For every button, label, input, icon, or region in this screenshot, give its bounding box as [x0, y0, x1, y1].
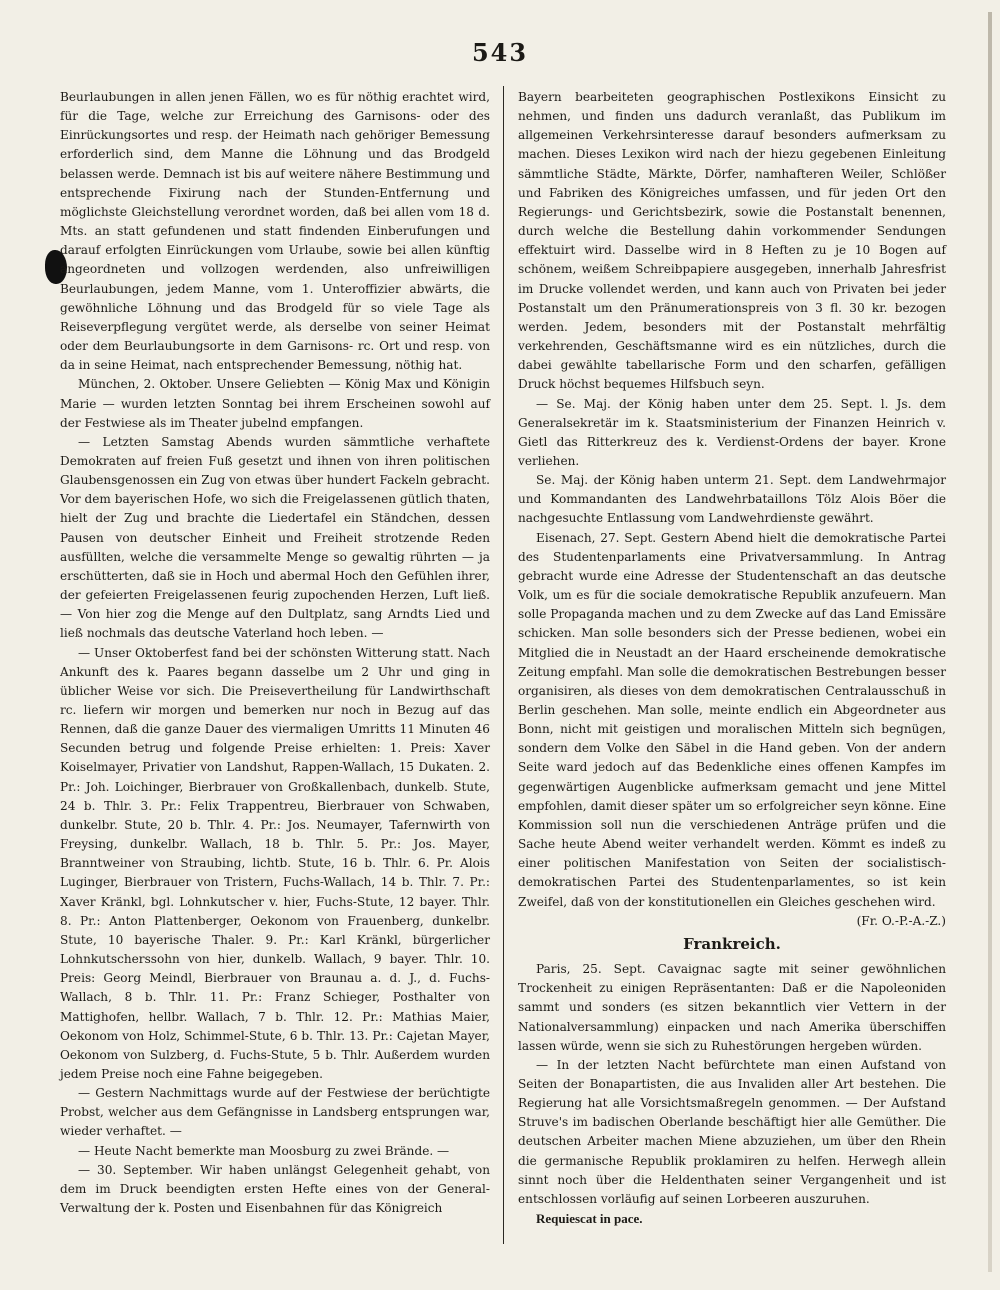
article-paragraph: — In der letzten Nacht befürchtete man einen Aufstand von Seiten der Bonapartisten, die aus Invaliden aller Art bestehen. Die Regierung hat alle Vorsichtsmaßregeln genommen. — Der Aufstand Struve's im badischen Oberlande beschäftigt hier alle Gemüther. Die deutschen Arbeiter machen Miene abzuziehen, um über den Rhein die germanische Republik proklamiren zu helfen. Herwegh allein sinnt noch über die Heldenthaten seiner Vergangenheit und ist entschlossen vorläufig auf seinen Lorbeeren auszuruhen. [518, 1057, 946, 1206]
article-paragraph: Paris, 25. Sept. Cavaignac sagte mit seiner gewöhnlichen Trockenheit zu einigen Repräsentanten: Daß er die Napoleoniden sammt und sonders (es sitzen bekanntlich vier Vettern in der Nationalversammlung) einpacken und nach Amerika überschiffen lassen würde, wenn sie sich zu Ruhestörungen hergeben würden. [518, 962, 946, 1053]
article-paragraph: Eisenach, 27. Sept. Gestern Abend hielt die demokratische Partei des Studentenparlaments eine Privatversammlung. In Antrag gebracht wurde eine Adresse der Studentenschaft an das deutsche Volk, um es für die sociale demokratische Republik anzufeuern. Man solle Propaganda machen und zu dem Zwecke auf das Land Emissäre schicken. Man solle besonders sich der Presse bedienen, wobei ein Mitglied die in Neustadt an der Haard erscheinende demokratische Zeitung empfahl. Man solle die demokratischen Bestrebungen besser organisiren, als dieses von dem demokratischen Centralausschuß in Berlin geschehen. Man solle, meinte endlich ein Abgeordneter aus Bonn, nicht mit geistigen und moralischen Mitteln sich begnügen, sondern dem Volke den Säbel in die Hand geben. Von der andern Seite ward jedoch auf das Bedenkliche eines offenen Kampfes im gegenwärtigen Augenblicke aufmerksam gemacht und jene Mittel empfohlen, damit dieser später um so erfolgreicher seyn könne. Eine Kommission soll nun die verschiedenen Anträge prüfen und die Sache heute Abend weiter verhandelt werden. Kömmt es indeß zu einer politischen Manifestation von Seiten der socialistisch-demokratischen Partei des Studentenparlamentes, so ist kein Zweifel, daß von der konstitutionellen ein Gleiches geschehen wird. [518, 530, 946, 909]
page-edge-shadow [988, 12, 992, 1272]
section-heading-frankreich: Frankreich. [683, 934, 781, 953]
article-paragraph: — Se. Maj. der König haben unter dem 25. Sept. l. Js. dem Generalsekretär im k. Staatsministerium der Finanzen Heinrich v. Gietl das Ritterkreuz des k. Verdienst-Ordens der bayer. Krone verliehen. [518, 396, 946, 468]
page-number: 543 [471, 38, 529, 67]
article-paragraph: — Letzten Samstag Abends wurden sämmtliche verhaftete Demokraten auf freien Fuß gesetzt und ihnen von ihren politischen Glaubensgenossen ein Zug von etwas über hundert Fackeln gebracht. Vor dem bayerischen Hofe, wo sich die Freigelassenen gütlich thaten, hielt der Zug und brachte die Liedertafel ein Ständchen, dessen Pausen von deutscher Einheit und Freiheit strotzende Reden ausfüllten, welche die versammelte Menge so gewaltig rührten — ja erschütterten, daß sie in Hoch und abermal Hoch den Gefühlen ihrer, der gefeierten Freigelassenen feurig zupochenden Herzen, Luft ließ. — Von hier zog die Menge auf den Dultplatz, sang Arndts Lied und ließ nochmals das deutsche Vaterland hoch leben. — [60, 434, 490, 641]
right-column-articles [518, 88, 946, 931]
right-column [518, 88, 946, 1228]
article-paragraph: Beurlaubungen in allen jenen Fällen, wo es für nöthig erachtet wird, für die Tage, welche zur Erreichung des Garnisons- oder des Einrückungsortes und resp. der Heimath nach gehöriger Bemessung erforderlich sind, dem Manne die Löhnung und das Brodgeld belassen werde. Demnach ist bis auf weitere nähere Bestimmung und entsprechende Fixirung nach der Stunden-Entfernung und möglichste Gleichstellung verordnet worden, daß bei allen vom 18 d. Mts. an statt gefundenen und statt findenden Einberufungen und darauf erfolgten Einrückungen vom Urlaube, sowie bei allen künftig angeordneten und vollzogen werdenden, also unfreiwilligen Beurlaubungen, jedem Manne, vom 1. Unteroffizier abwärts, die gewöhnliche Löhnung und das Brodgeld für so viele Tage als Reiseverpflegung vergütet werde, als derselbe von seiner Heimat oder dem Beurlaubungsorte in dem Garnisons- rc. Ort und resp. von da in seine Heimat, nach entsprechender Bemessung, nöthig hat. [60, 90, 490, 373]
article-paragraph: München, 2. Oktober. Unsere Geliebten — König Max und Königin Marie — wurden letzten Sonntag bei ihrem Erscheinen sowohl auf der Festwiese als im Theater jubelnd empfangen. [60, 377, 490, 430]
article-paragraph: — 30. September. Wir haben unlängst Gelegenheit gehabt, von dem im Druck beendigten ersten Hefte eines von der General-Verwaltung der k. Posten und Eisenbahnen für das Königreich [60, 1162, 490, 1216]
article-paragraph: (Fr. O.-P.-A.-Z.) [856, 913, 946, 928]
article-paragraph: — Unser Oktoberfest fand bei der schönsten Witterung statt. Nach Ankunft des k. Paares begann dasselbe um 2 Uhr und ging in üblicher Weise vor sich. Die Preisevertheilung für Landwirthschaft rc. liefern wir morgen und bemerken nur noch in Bezug auf das Rennen, daß die ganze Dauer des viermaligen Umritts 11 Minuten 46 Secunden betrug und folgende Preise erhielten: 1. Preis: Xaver Koiselmayer, Privatier von Landshut, Rappen-Wallach, 15 Dukaten. 2. Pr.: Joh. Loichinger, Bierbrauer von Großkallenbach, dunkelb. Stute, 24 b. Thlr. 3. Pr.: Felix Trappentreu, Bierbrauer von Schwaben, dunkelbr. Stute, 20 b. Thlr. 4. Pr.: Jos. Neumayer, Tafernwirth von Freysing, dunkelbr. Wallach, 18 b. Thlr. 5. Pr.: Jos. Mayer, Branntweiner von Straubing, lichtb. Stute, 16 b. Thlr. 6. Pr. Alois Luginger, Bierbrauer von Tristern, Fuchs-Wallach, 14 b. Thlr. 7. Pr.: Xaver Kränkl, bgl. Lohnkutscher v. hier, Fuchs-Stute, 12 bayer. Thlr. 8. Pr.: Anton Plattenberger, Oekonom von Frauenberg, dunkelbr. Stute, 10 bayerische Thaler. 9. Pr.: Karl Kränkl, bürgerlicher Lohnkutscherssohn von hier, dunkelb. Wallach, 9 bayer. Thlr. 10. Preis: Georg Meindl, Bierbrauer von Braunau a. d. J., d. Fuchs-Wallach, 8 b. Thlr. 11. Pr.: Franz Schieger, Posthalter von Mattighofen, hellbr. Wallach, 7 b. Thlr. 12. Pr.: Mathias Maier, Oekonom von Holz, Schimmel-Stute, 6 b. Thlr. 13. Pr.: Cajetan Mayer, Oekonom von Sulzberg, d. Fuchs-Stute, 5 b. Thlr. Außerdem wurden jedem Preise noch eine Fahne beigegeben. [60, 645, 490, 1081]
article-paragraph: Requiescat in pace. [536, 1211, 643, 1227]
column-divider [503, 86, 504, 1244]
article-paragraph: Bayern bearbeiteten geographischen Postlexikons Einsicht zu nehmen, und finden uns dadurch veranlaßt, das Publikum im allgemeinen Verkehrsinteresse darauf besonders aufmerksam zu machen. Dieses Lexikon wird nach der hiezu gegebenen Einleitung sämmtliche Städte, Märkte, Dörfer, namhafteren Weiler, Schlößer und Fabriken des Königreiches umfassen, und für jeden Ort den Regierungs- und Gerichtsbezirk, sowie die Postanstalt benennen, durch welche die Bestellung dahin vorkommender Sendungen effektuirt wird. Dasselbe wird in 8 Heften zu je 10 Bogen auf schönem, weißem Schreibpapiere ausgegeben, innerhalb Jahresfrist im Drucke vollendet werden, und kann auch von Privaten bei jeder Postanstalt um den Pränumerationspreis von 3 fl. 30 kr. bezogen werden. Jedem, besonders mit der Postanstalt mehrfältig verkehrenden, Geschäftsmanne wird es ein nützliches, durch die dabei gewählte tabellarische Form und den scharfen, gefälligen Druck höchst bequemes Hilfsbuch seyn. [518, 90, 946, 392]
left-column [60, 88, 490, 1218]
article-paragraph: — Gestern Nachmittags wurde auf der Festwiese der berüchtigte Probst, welcher aus dem Gefängnisse in Landsberg entsprungen war, wieder verhaftet. — [60, 1086, 490, 1139]
article-paragraph: — Heute Nacht bemerkte man Moosburg zu zwei Brände. — [78, 1143, 450, 1158]
article-paragraph: Se. Maj. der König haben unterm 21. Sept. dem Landwehrmajor und Kommandanten des Landwehrbataillons Tölz Alois Böer die nachgesuchte Entlassung vom Landwehrdienste gewährt. [518, 473, 946, 526]
right-column-france-articles [518, 960, 946, 1228]
